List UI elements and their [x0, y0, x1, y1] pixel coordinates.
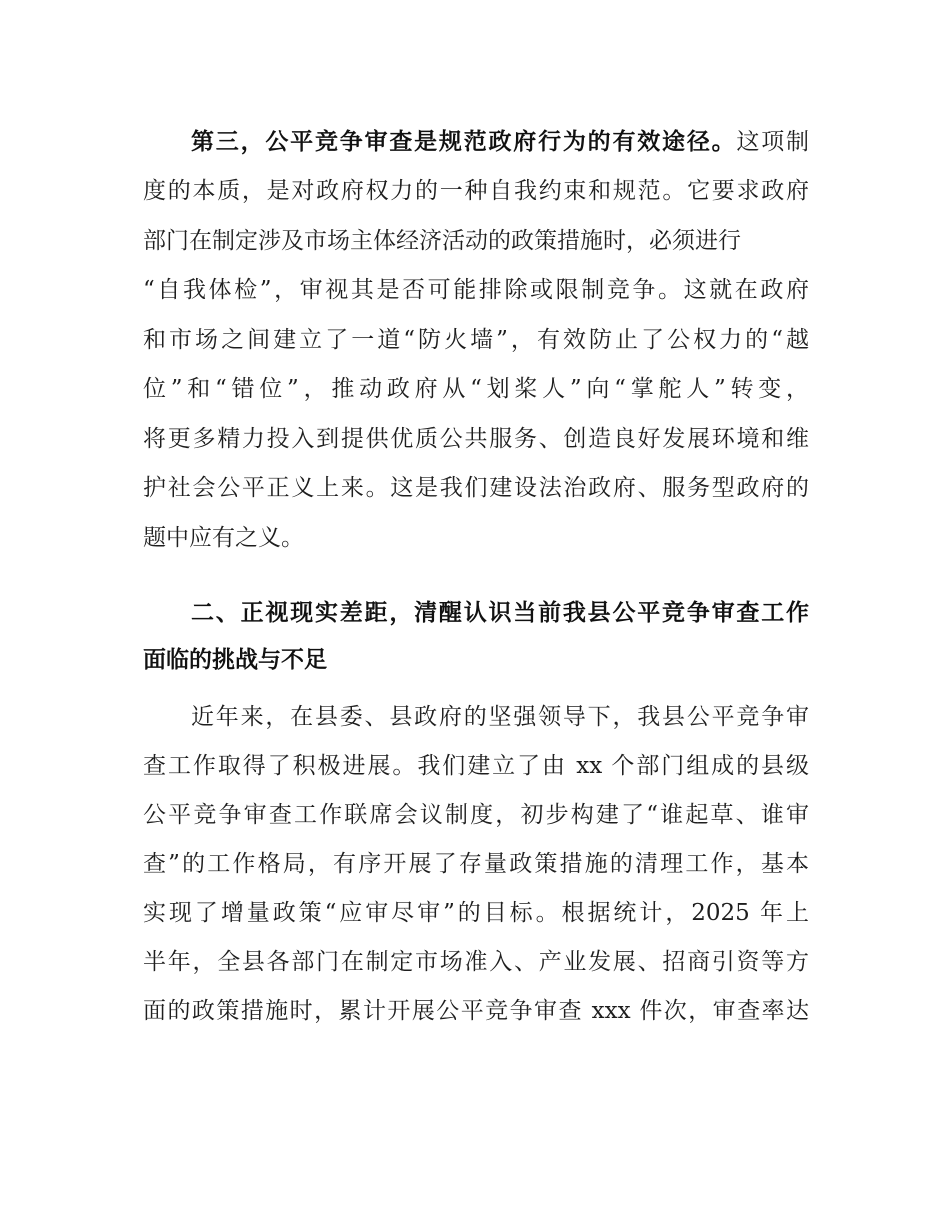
- paragraph-1-line-4: “自我体检”，审视其是否可能排除或限制竞争。这就在政府: [143, 277, 809, 303]
- paragraph-1-line-3: 部门在制定涉及市场主体经济活动的政策措施时，必须进行: [143, 228, 741, 254]
- paragraph-1-lead-bold: 第三，公平竞争审查是规范政府行为的有效途径。: [191, 129, 737, 155]
- paragraph-2-line-4: 查”的工作格局，有序开展了存量政策措施的清理工作，基本: [143, 851, 809, 877]
- paragraph-1-line-2: 度的本质，是对政府权力的一种自我约束和规范。它要求政府: [143, 178, 809, 204]
- paragraph-2-line-7: 面的政策措施时，累计开展公平竞争审查 xxx 件次，审查率达: [143, 998, 809, 1024]
- paragraph-2-line-3: 公平竞争审查工作联席会议制度，初步构建了“谁起草、谁审: [143, 802, 809, 828]
- paragraph-1-line-5: 和市场之间建立了一道“防火墙”，有效防止了公权力的“越: [143, 327, 809, 353]
- paragraph-1-line-8: 护社会公平正义上来。这是我们建设法治政府、服务型政府的: [143, 475, 809, 501]
- section-heading-line-1: 二、正视现实差距，清醒认识当前我县公平竞争审查工作: [191, 600, 809, 626]
- paragraph-2-line-5: 实现了增量政策“应审尽审”的目标。根据统计，2025 年上: [143, 900, 809, 926]
- paragraph-2-line-2: 查工作取得了积极进展。我们建立了由 xx 个部门组成的县级: [143, 753, 809, 779]
- paragraph-1-line-1-rest: 这项制: [736, 129, 810, 155]
- paragraph-1-line-7: 将更多精力投入到提供优质公共服务、创造良好发展环境和维: [143, 426, 809, 452]
- paragraph-2-line-1: 近年来，在县委、县政府的坚强领导下，我县公平竞争审: [191, 704, 809, 730]
- paragraph-2-line-6: 半年，全县各部门在制定市场准入、产业发展、招商引资等方: [143, 949, 809, 975]
- paragraph-1-line-9: 题中应有之义。: [143, 525, 304, 551]
- section-heading-line-2: 面临的挑战与不足: [143, 647, 327, 673]
- paragraph-1-line-6: 位”和“错位”，推动政府从“划桨人”向“掌舵人”转变，: [143, 376, 809, 402]
- paragraph-1-line-1: [191, 127, 809, 157]
